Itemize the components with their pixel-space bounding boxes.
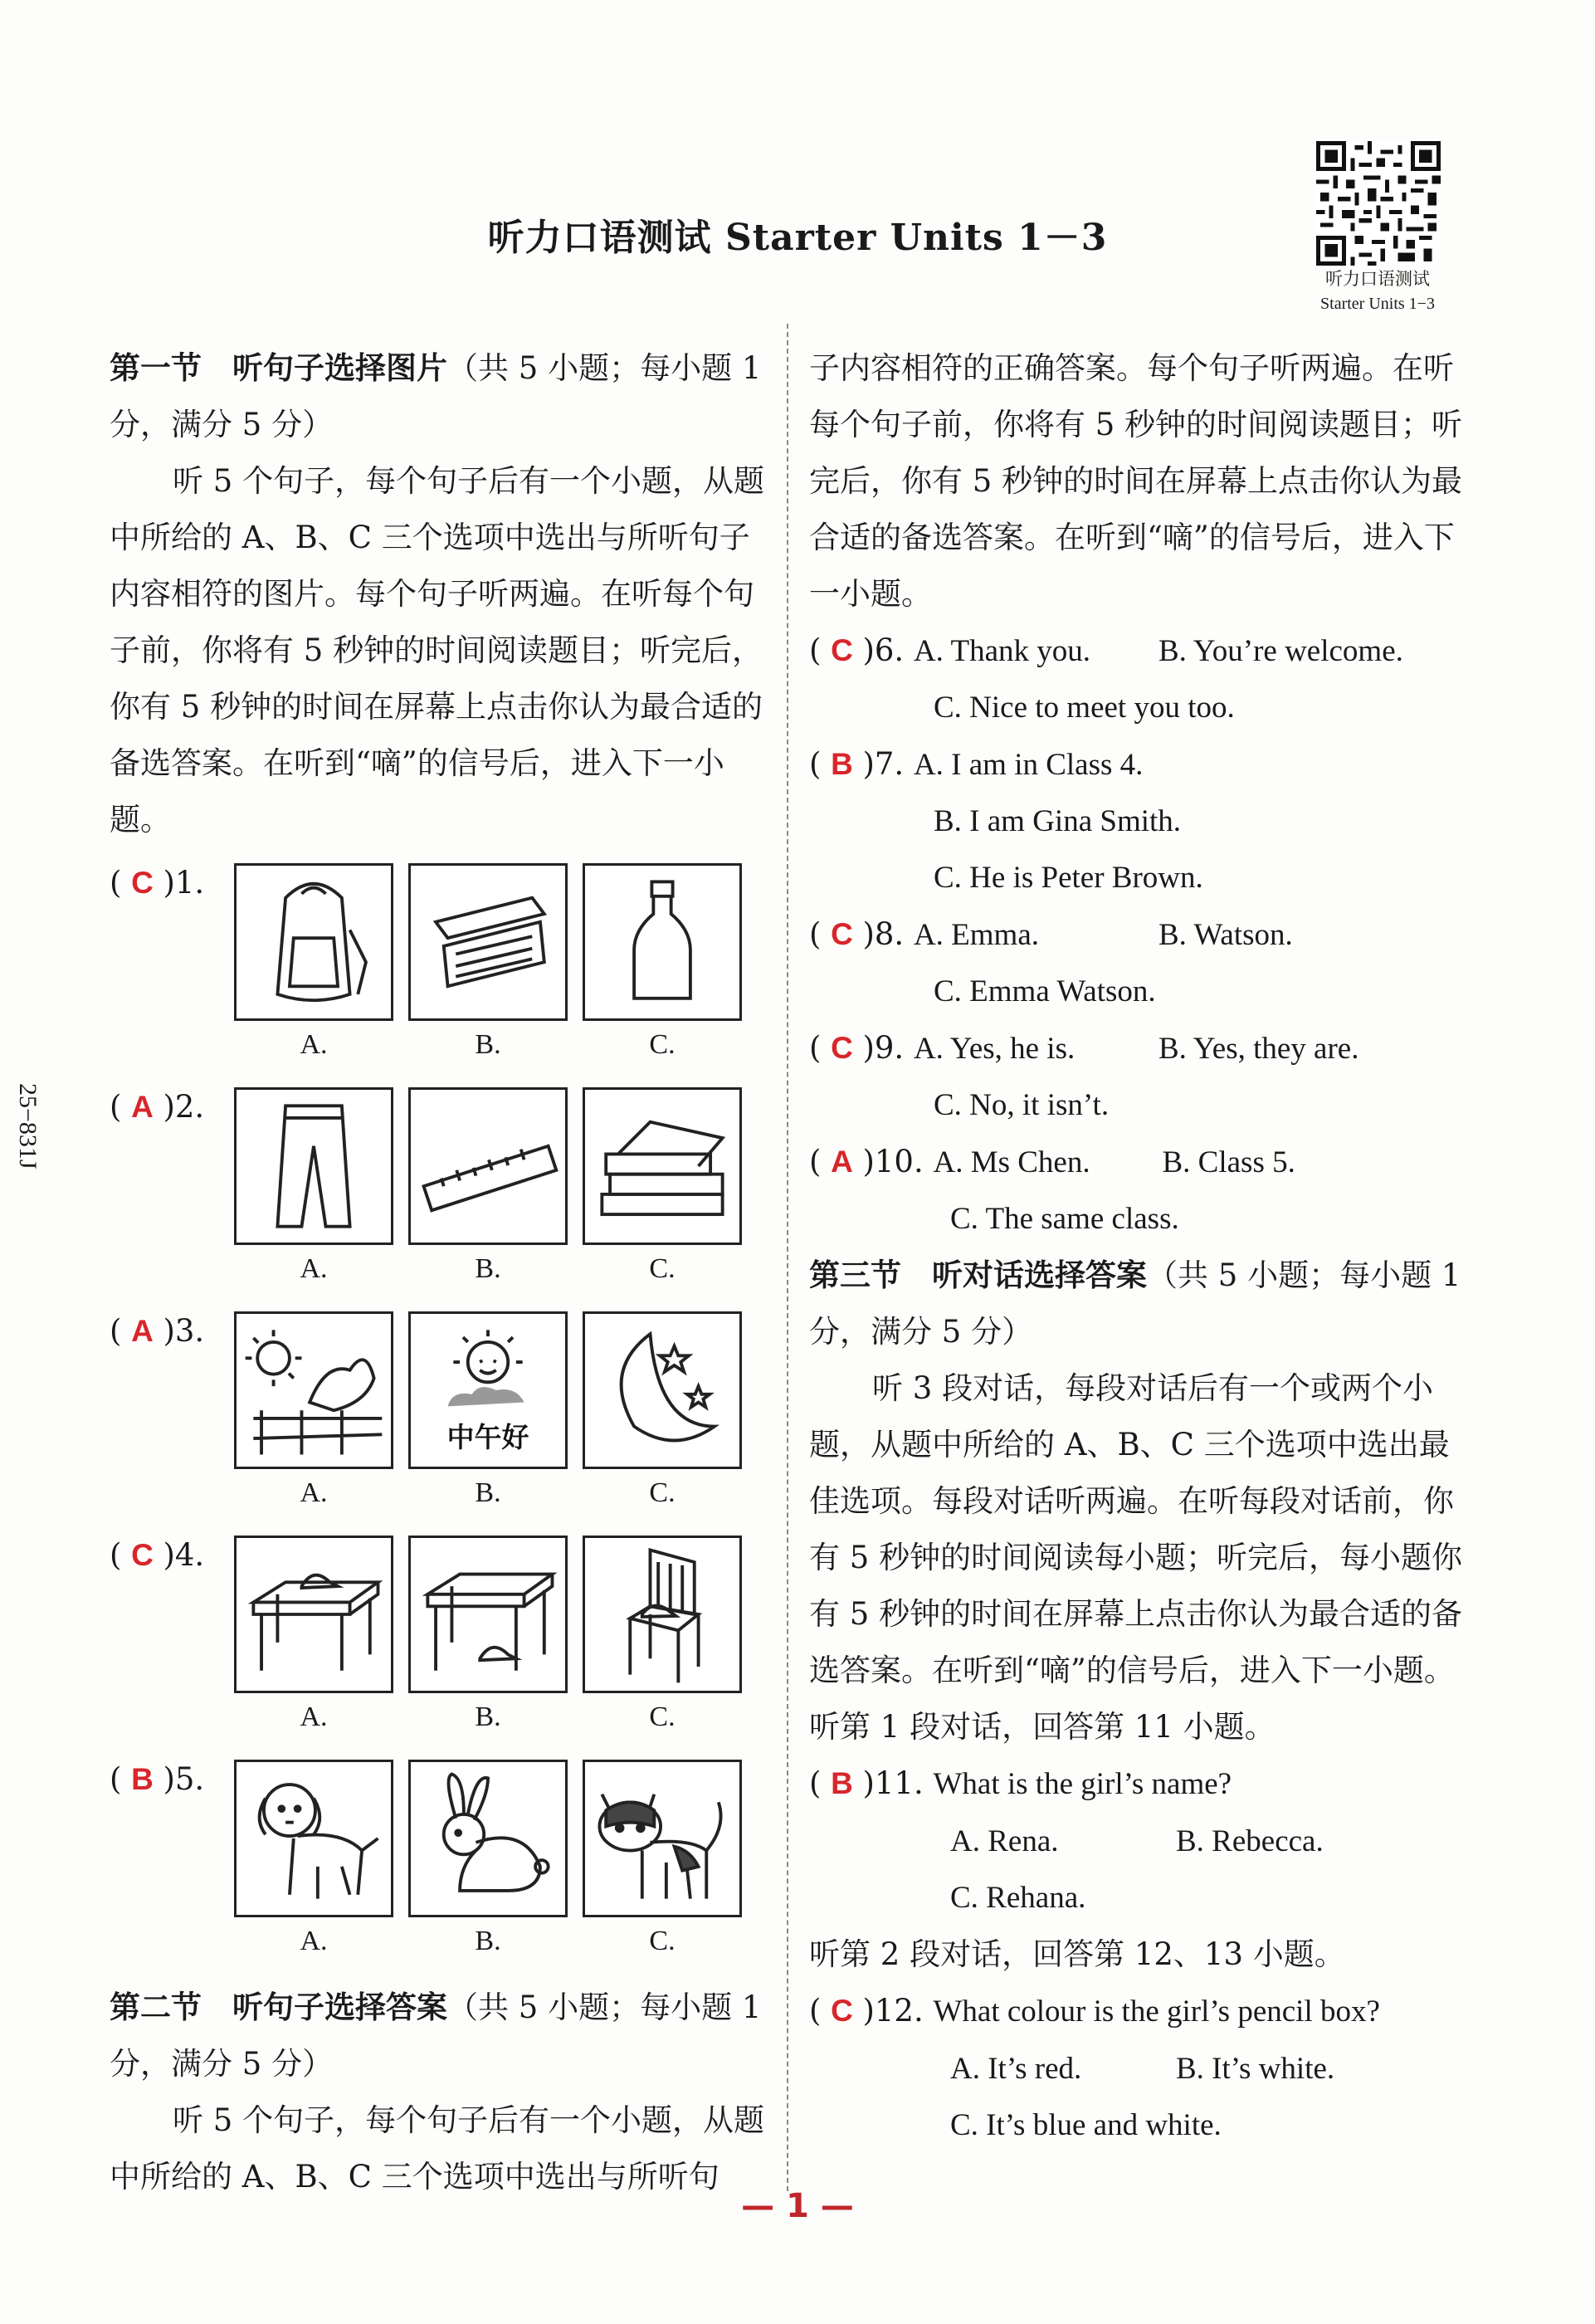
section3-heading: 第三节 听对话选择答案（共 5 小题；每小题 1 分，满分 5 分） (809, 1257, 1461, 1350)
option-b[interactable]: B. I am Gina Smith. (934, 804, 1182, 838)
chair-icon (585, 1538, 739, 1691)
answer-10: A (831, 1145, 853, 1179)
option-c[interactable]: C. Nice to meet you too. (934, 691, 1235, 725)
option-b[interactable]: B. It’s white. (1176, 2052, 1335, 2086)
answer-11: B (831, 1766, 853, 1800)
right-column (809, 340, 1473, 2154)
option-b[interactable]: B. Class 5. (1162, 1145, 1295, 1179)
answer-12: C (831, 1994, 853, 2028)
question-6: ( C )6. A. Thank you. B. You’re welcome. C. Nice to meet you too. (809, 622, 1473, 736)
option-b[interactable]: B. You’re welcome. (1158, 634, 1403, 668)
option-b[interactable]: B. Watson. (1158, 918, 1293, 952)
option-a[interactable]: A. Thank you. (913, 634, 1091, 668)
section2-instructions-part2: 子内容相符的正确答案。每个句子听两遍。在听每个句子前，你将有 5 秒钟的时间阅读题目；听完后，你有 5 秒钟的时间在屏幕上点击你认为最合适的备选答案。在听到“嘀”的信号后，进入下一小题。 (809, 350, 1463, 612)
dialog-1-prompt: 听第 1 段对话，回答第 11 小题。 (809, 1709, 1276, 1745)
moon-icon (585, 1314, 739, 1467)
svg-text:中午好: 中午好 (446, 1420, 529, 1453)
section2-instructions-part1: 听 5 个句子，每个句子后有一个小题，从题中所给的 A、B、C 三个选项中选出与所听句 (110, 2102, 765, 2195)
qr-code[interactable] (1316, 141, 1441, 266)
label-b: B. (475, 1029, 501, 1060)
option-b[interactable]: B. Rebecca. (1176, 1824, 1324, 1858)
option-c[interactable]: C. The same class. (950, 1202, 1179, 1236)
cat-icon (585, 1762, 739, 1915)
column-divider (787, 324, 788, 2191)
answer-6: C (831, 633, 853, 667)
side-code: 25−831J (14, 1083, 41, 1169)
books-icon (585, 1090, 739, 1243)
option-c[interactable]: C. Emma Watson. (934, 974, 1156, 1008)
option-a-cap-on-table[interactable] (234, 1536, 393, 1693)
option-c-cat[interactable] (583, 1760, 742, 1917)
option-a-dog[interactable] (234, 1760, 393, 1917)
answer-4: C (131, 1538, 154, 1572)
option-c-books[interactable] (583, 1087, 742, 1245)
table-icon (411, 1538, 565, 1691)
section1-heading: 第一节 听句子选择图片（共 5 小题；每小题 1 分，满分 5 分） (110, 350, 762, 442)
option-b-sun-clouds[interactable] (408, 1311, 568, 1469)
option-a[interactable]: A. Ms Chen. (933, 1145, 1090, 1179)
question-11: ( B )11. What is the girl’s name? A. Rena. B. Rebecca. C. Rehana. (809, 1755, 1473, 1926)
page-title: 听力口语测试 Starter Units 1－3 (487, 217, 1108, 259)
option-a-pants[interactable] (234, 1087, 393, 1245)
option-a-rooster-sunrise[interactable] (234, 1311, 393, 1469)
rooster-icon (237, 1314, 391, 1467)
option-b-cap-under-table[interactable] (408, 1536, 568, 1693)
option-a[interactable]: A. It’s red. (950, 2052, 1082, 2086)
option-c[interactable]: C. He is Peter Brown. (934, 861, 1203, 895)
question-stem: What is the girl’s name? (933, 1767, 1232, 1801)
option-a[interactable]: A. Yes, he is. (913, 1032, 1076, 1066)
qr-caption-english: Starter Units 1−3 (1320, 295, 1435, 313)
option-c-moon-stars[interactable] (583, 1311, 742, 1469)
dialog-2-prompt: 听第 2 段对话，回答第 12、13 小题。 (809, 1936, 1345, 1972)
option-c-bottle[interactable] (583, 863, 742, 1021)
dog-icon (237, 1762, 391, 1915)
question-stem: What colour is the girl’s pencil box? (933, 1994, 1380, 2029)
option-b[interactable]: B. Yes, they are. (1158, 1032, 1359, 1066)
answer-3: A (131, 1314, 154, 1348)
answer-1: C (131, 866, 154, 900)
question-9: ( C )9. A. Yes, he is. B. Yes, they are. C. No, it isn’t. (809, 1020, 1473, 1134)
section2-heading: 第二节 听句子选择答案（共 5 小题；每小题 1 分，满分 5 分） (110, 1990, 762, 2082)
option-c-cap-on-chair[interactable] (583, 1536, 742, 1693)
question-10: ( A )10. A. Ms Chen. B. Class 5. C. The same class. (809, 1134, 1473, 1247)
page-number: — 1 — (741, 2187, 854, 2225)
question-8: ( C )8. A. Emma. B. Watson. C. Emma Watson. (809, 906, 1473, 1020)
section1-instructions: 听 5 个句子，每个句子后有一个小题，从题中所给的 A、B、C 三个选项中选出与所听句子内容相符的图片。每个句子听两遍。在听每个句子前，你将有 5 秒钟的时间阅读题目；听完后，你有 5 秒钟的时间在屏幕上点击你认为最合适的备选答案。在听到“嘀”的信号后，进入下一小题。 (110, 463, 765, 837)
table-icon (237, 1538, 391, 1691)
option-a-backpack[interactable] (234, 863, 393, 1021)
rabbit-icon (411, 1762, 565, 1915)
pants-icon (237, 1090, 391, 1243)
pencil-box-icon (411, 866, 565, 1018)
option-c[interactable]: C. It’s blue and white. (950, 2108, 1222, 2142)
question-12: ( C )12. What colour is the girl’s pencil box? A. It’s red. B. It’s white. C. It’s blue and white. (809, 1983, 1473, 2154)
sun-icon (411, 1314, 565, 1467)
option-b-pencil-box[interactable] (408, 863, 568, 1021)
answer-7: B (831, 747, 853, 781)
option-a[interactable]: A. Rena. (950, 1824, 1059, 1858)
ruler-icon (411, 1090, 565, 1243)
option-a[interactable]: A. I am in Class 4. (913, 748, 1144, 782)
answer-8: C (831, 917, 853, 951)
answer-2: A (131, 1090, 154, 1124)
section3-instructions: 听 3 段对话，每段对话后有一个或两个小题，从题中所给的 A、B、C 三个选项中选出最佳选项。每段对话听两遍。在听每段对话前，你有 5 秒钟的时间阅读每小题；听完后，每小题你有 5 秒钟的时间在屏幕上点击你认为最合适的备选答案。在听到“嘀”的信号后，进入下一小题。 (809, 1370, 1463, 1688)
section2-start (110, 1980, 765, 2205)
answer-9: C (831, 1031, 853, 1065)
bottle-icon (585, 866, 739, 1018)
label-a: A. (300, 1029, 328, 1060)
question-7: ( B )7. A. I am in Class 4. B. I am Gina Smith. C. He is Peter Brown. (809, 736, 1473, 906)
left-column (110, 340, 765, 848)
label-c: C. (649, 1029, 676, 1060)
option-c[interactable]: C. Rehana. (950, 1881, 1086, 1915)
answer-5: B (131, 1762, 154, 1796)
option-b-rabbit[interactable] (408, 1760, 568, 1917)
option-c[interactable]: C. No, it isn’t. (934, 1088, 1110, 1122)
option-a[interactable]: A. Emma. (913, 918, 1040, 952)
qr-caption: 听力口语测试 (1325, 269, 1430, 289)
option-b-ruler[interactable] (408, 1087, 568, 1245)
backpack-icon (237, 866, 391, 1018)
